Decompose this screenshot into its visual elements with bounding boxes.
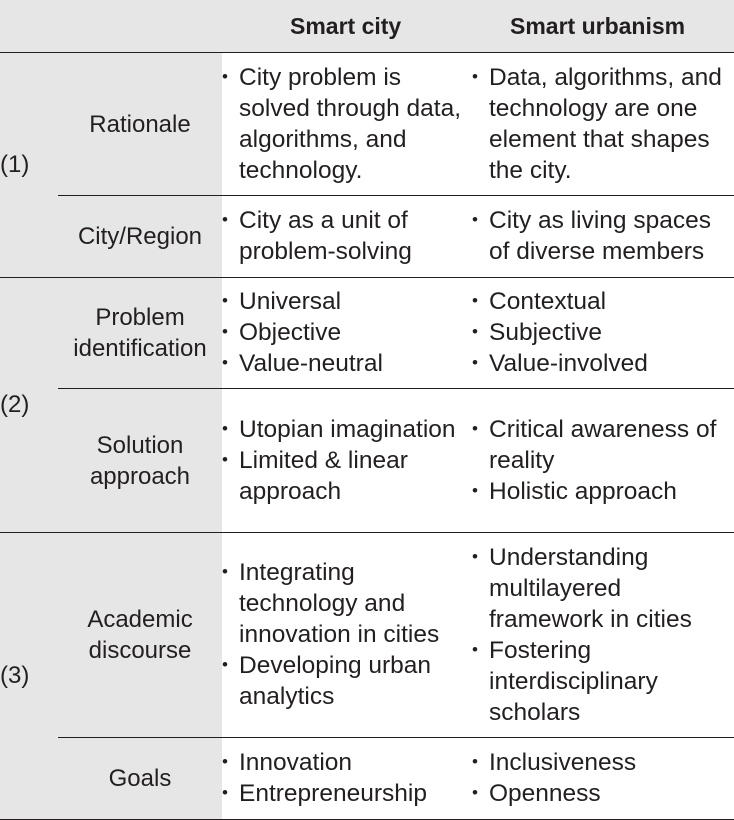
aspect-label: Solution approach — [58, 388, 222, 532]
list-item: • Inclusiveness — [472, 747, 734, 778]
list-item: • Data, algorithms, and technology are one element that shapes the city. — [472, 62, 734, 186]
smart-city-cell — [222, 388, 472, 532]
table-row — [0, 388, 734, 532]
list-item: • Value-neutral — [222, 348, 472, 379]
smart-urbanism-cell — [472, 277, 734, 388]
aspect-label: Academic discourse — [58, 533, 222, 738]
list-item: • Utopian imagination — [222, 414, 472, 445]
list-item: • City as a unit of problem-solving — [222, 205, 472, 267]
aspect-label: City/Region — [58, 196, 222, 277]
smart-urbanism-cell — [472, 196, 734, 277]
list-item: • Universal — [222, 286, 472, 317]
aspect-label: Rationale — [58, 53, 222, 196]
list-item: • Understanding multilayered framework in cities — [472, 542, 734, 635]
table-row — [0, 53, 734, 196]
table-row — [0, 277, 734, 388]
list-item: • Objective — [222, 317, 472, 348]
aspect-label: Goals — [58, 737, 222, 819]
list-item: • Innovation — [222, 747, 472, 778]
smart-urbanism-cell — [472, 533, 734, 738]
smart-city-cell — [222, 533, 472, 738]
list-item: • Critical awareness of reality — [472, 414, 734, 476]
list-item: • Developing urban analytics — [222, 650, 472, 712]
table-row — [0, 533, 734, 738]
aspect-label: Problem identification — [58, 277, 222, 388]
list-item: • Subjective — [472, 317, 734, 348]
list-item: • Holistic approach — [472, 476, 734, 507]
table-row — [0, 737, 734, 819]
list-item: • Integrating technology and innovation in cities — [222, 557, 472, 650]
header-row — [0, 0, 734, 53]
list-item: • City as living spaces of diverse members — [472, 205, 734, 267]
header-blank-aspect — [58, 0, 222, 53]
table-row — [0, 196, 734, 277]
header-smart-urbanism: Smart urbanism — [472, 0, 734, 53]
smart-city-cell — [222, 196, 472, 277]
header-blank-group — [0, 0, 58, 53]
smart-urbanism-cell — [472, 737, 734, 819]
group-label: (1) — [0, 53, 58, 278]
smart-city-cell — [222, 277, 472, 388]
list-item: • Entrepreneurship — [222, 778, 472, 809]
group-label: (3) — [0, 533, 58, 820]
smart-urbanism-cell — [472, 53, 734, 196]
group-label: (2) — [0, 277, 58, 533]
list-item: • Contextual — [472, 286, 734, 317]
list-item: • City problem is solved through data, algorithms, and technology. — [222, 62, 472, 186]
smart-city-cell — [222, 53, 472, 196]
smart-city-cell — [222, 737, 472, 819]
list-item: • Limited & linear approach — [222, 445, 472, 507]
list-item: • Fostering interdisciplinary scholars — [472, 635, 734, 728]
smart-urbanism-cell — [472, 388, 734, 532]
list-item: • Value-involved — [472, 348, 734, 379]
list-item: • Openness — [472, 778, 734, 809]
header-smart-city: Smart city — [222, 0, 472, 53]
